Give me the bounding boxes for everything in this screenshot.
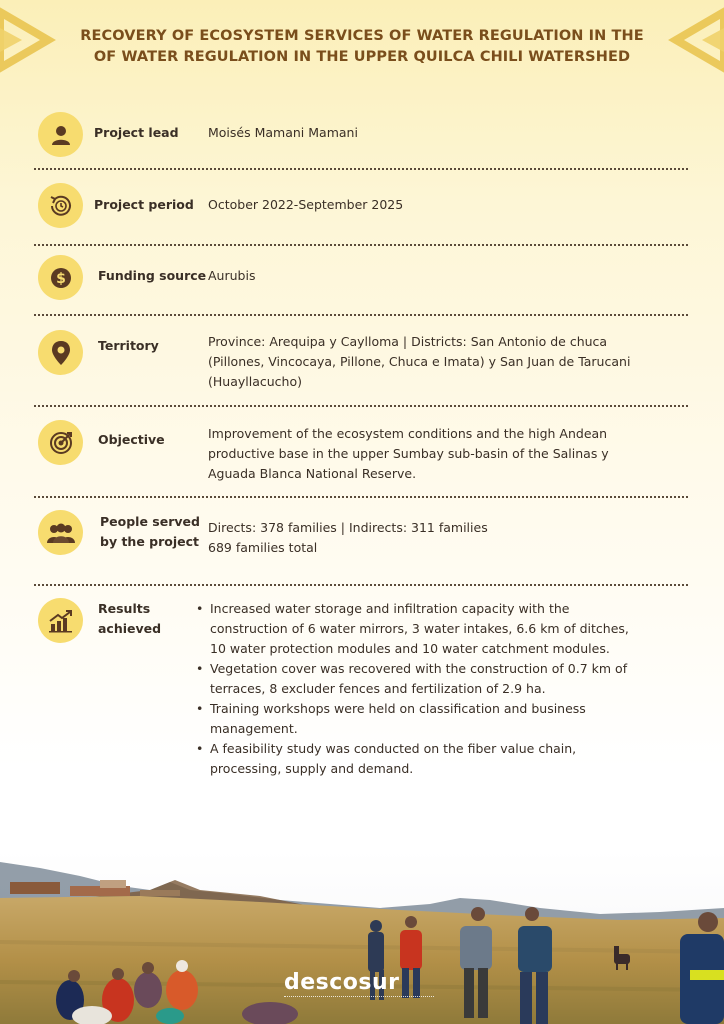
objective-label: Objective [98, 432, 165, 447]
results-item [194, 699, 684, 739]
brand-logo: descosur [284, 970, 400, 995]
results-label-line-1: Results [98, 601, 151, 616]
results-item-line: • Increased water storage and infiltration capacity with the [210, 601, 570, 616]
group-icon [38, 510, 83, 555]
territory-line-1: Province: Arequipa y Caylloma | Districts: San Antonio de chuca [208, 334, 608, 349]
funding-source-value: Aurubis [208, 268, 256, 283]
separator [34, 405, 688, 407]
objective-line-2: productive base in the upper Sumbay sub-basin of the Salinas y [208, 446, 609, 461]
separator [34, 244, 688, 246]
target-icon [38, 420, 83, 465]
location-pin-icon [38, 330, 83, 375]
separator [34, 314, 688, 316]
objective-line-3: Aguada Blanca National Reserve. [208, 466, 417, 481]
page-title [60, 26, 664, 68]
objective-line-1: Improvement of the ecosystem conditions and the high Andean [208, 426, 608, 441]
separator [34, 496, 688, 498]
results-item-line: terraces, 8 excluder fences and fertilization of 2.9 ha. [210, 681, 546, 696]
funding-source-row [34, 255, 688, 299]
people-served-row [34, 510, 688, 560]
separator [34, 168, 688, 170]
results-item-line: processing, supply and demand. [210, 761, 414, 776]
growth-chart-icon [38, 598, 83, 643]
svg-text:$: $ [55, 270, 66, 287]
brand-tagline-decoration [284, 996, 434, 999]
results-item [194, 599, 684, 659]
results-list [194, 599, 684, 779]
people-served-line-2: 689 families total [208, 540, 318, 555]
people-served-value [208, 518, 678, 558]
territory-label: Territory [98, 338, 159, 353]
results-item-line: • A feasibility study was conducted on the fiber value chain, [210, 741, 577, 756]
people-served-line-1: Directs: 378 families | Indirects: 311 families [208, 520, 488, 535]
results-item [194, 659, 684, 699]
results-item [194, 739, 684, 779]
dollar-icon [38, 255, 83, 300]
separator [34, 584, 688, 586]
project-lead-row [34, 112, 688, 156]
territory-line-3: (Huayllacucho) [208, 374, 302, 389]
funding-source-label: Funding source [98, 268, 207, 283]
people-served-label [100, 512, 212, 552]
results-item-line: construction of 6 water mirrors, 3 water intakes, 6.6 km of ditches, [210, 621, 629, 636]
objective-row [34, 420, 688, 482]
title-line-1: RECOVERY OF ECOSYSTEM SERVICES OF WATER REGULATION IN THE [80, 28, 644, 44]
results-row [34, 598, 688, 778]
title-line-2: OF WATER REGULATION IN THE UPPER QUILCA CHILI WATERSHED [93, 49, 631, 65]
clock-icon [38, 183, 83, 228]
results-item-line: • Vegetation cover was recovered with the construction of 0.7 km of [210, 661, 628, 676]
project-period-row [34, 183, 688, 227]
project-lead-value: Moisés Mamani Mamani [208, 125, 358, 140]
corner-decoration-left [0, 0, 60, 80]
results-item-line: 10 water protection modules and 10 water catchment modules. [210, 641, 610, 656]
project-lead-label: Project lead [94, 125, 179, 140]
people-served-label-line-1: People served [100, 514, 200, 529]
people-served-label-line-2: by the project [100, 534, 199, 549]
results-label-line-2: achieved [98, 621, 162, 636]
territory-value [208, 332, 678, 392]
person-icon [38, 112, 83, 157]
territory-row [34, 330, 688, 390]
results-item-line: • Training workshops were held on classification and business [210, 701, 586, 716]
project-period-label: Project period [94, 197, 194, 212]
results-item-line: management. [210, 721, 298, 736]
corner-decoration-right [664, 0, 724, 80]
objective-value [208, 424, 678, 484]
territory-line-2: (Pillones, Vincocaya, Pillone, Chuca e Imata) y San Juan de Tarucani [208, 354, 631, 369]
project-period-value: October 2022-September 2025 [208, 197, 404, 212]
